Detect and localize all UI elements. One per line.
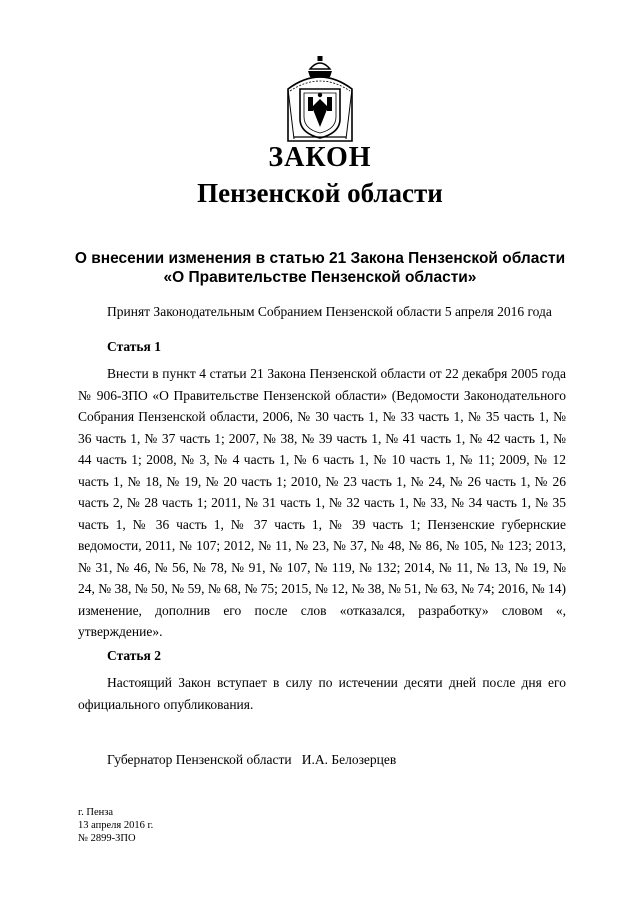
article-2-text: Настоящий Закон вступает в силу по истечении десяти дней после дня его официального опубликования.	[78, 675, 566, 712]
law-heading	[0, 249, 640, 287]
law-heading-line-1: О внесении изменения в статью 21 Закона Пензенской области	[74, 250, 566, 267]
signature-block	[107, 752, 396, 768]
document-footer	[78, 806, 153, 845]
signature-position: Губернатор Пензенской области	[107, 752, 292, 767]
law-heading-line-2: «О Правительстве Пензенской области»	[163, 269, 477, 286]
adoption-statement: Принят Законодательным Собранием Пензенской области 5 апреля 2016 года	[107, 304, 552, 319]
article-1-text: Внести в пункт 4 статьи 21 Закона Пензенской области от 22 декабря 2005 года № 906-ЗПО «О Правительстве Пензенской области» (Ведомости Законодательного Собрания Пензенской области, 2006, № 30 часть 1, № 33 часть 1, № 35 часть 1, № 36 часть 1, № 37 часть 1; 2007, № 38, № 39 часть 1, № 41 часть 1, № 42 часть 1, № 44 часть 1; 2008, № 3, № 4 часть 1, № 6 часть 1, № 10 часть 1, № 11; 2009, № 12 часть 1, № 18, № 19, № 20 часть 1; 2010, № 23 часть 1, № 24, № 26 часть 1, № 26 часть 2, № 28 часть 1; 2011, № 31 часть 1, № 32 часть 1, № 33, № 34 часть 1, № 35 часть 1, № 36 часть 1, № 37 часть 1, № 39 часть 1; Пензенские губернские ведомости, 2011, № 107; 2012, № 11, № 23, № 37, № 48, № 86, № 105, № 123; 2013, № 31, № 46, № 56, № 78, № 91, № 107, № 119, № 132; 2014, № 11, № 13, № 19, № 24, № 38, № 50, № 59, № 68, № 75; 2015, № 12, № 38, № 51, № 63, № 74; 2016, № 14) изменение, дополнив его после слов «отказался, разработку» словом «, утверждение».	[78, 366, 566, 639]
footer-place: г. Пенза	[78, 807, 114, 818]
footer-date: 13 апреля 2016 г.	[78, 820, 154, 831]
footer-number: № 2899-ЗПО	[78, 833, 136, 844]
law-subtitle: Пензенской области	[197, 178, 443, 208]
article-1-title: Статья 1	[107, 339, 161, 354]
signature-name: И.А. Белозерцев	[301, 752, 397, 767]
law-title: ЗАКОН	[268, 142, 372, 173]
penza-oblast-coat-of-arms-icon	[284, 55, 356, 143]
article-2-title: Статья 2	[107, 648, 161, 663]
